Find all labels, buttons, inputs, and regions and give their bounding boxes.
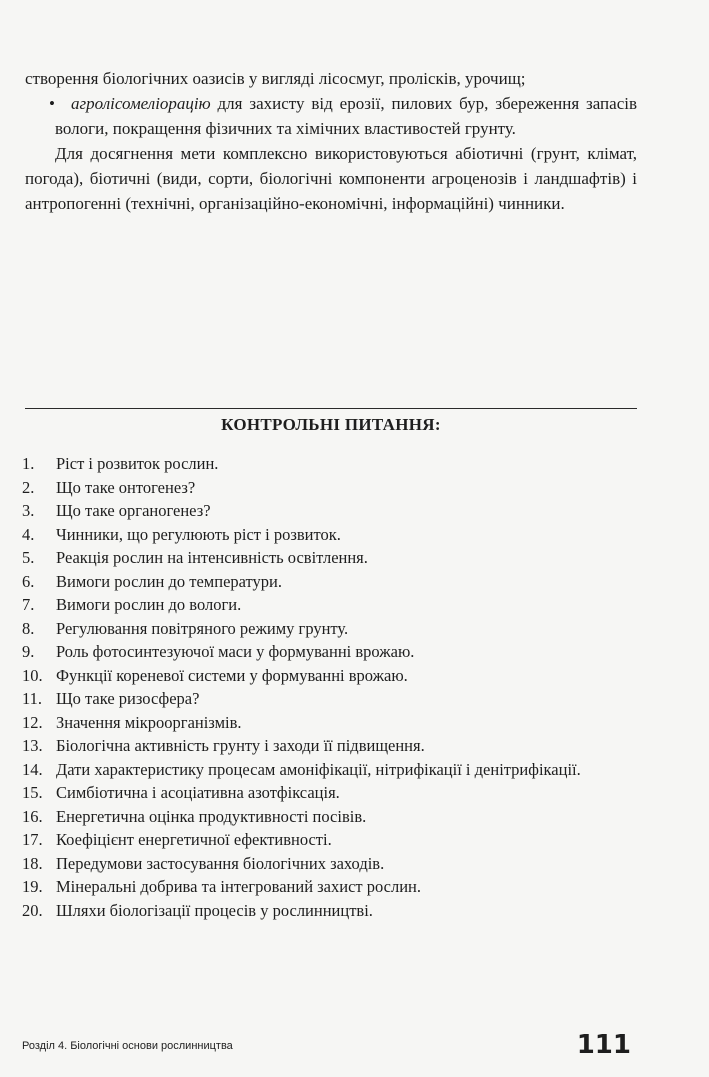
- question-number: 19.: [22, 877, 43, 896]
- question-item: [22, 499, 622, 523]
- question-text: Дати характеристику процесам амоніфікації, нітрифікації і денітрифікації.: [56, 759, 581, 779]
- question-number: 5.: [22, 548, 35, 567]
- question-text: Енергетична оцінка продуктивності посівів.: [56, 806, 367, 826]
- question-item: [22, 617, 622, 641]
- question-number: 9.: [22, 642, 35, 661]
- question-number: 4.: [22, 524, 35, 544]
- question-item: [22, 664, 622, 688]
- question-item: [22, 593, 622, 617]
- question-number: 13.: [22, 736, 43, 755]
- question-number: 11.: [22, 689, 43, 708]
- question-text: Що таке органогенез?: [56, 501, 211, 520]
- question-item: [22, 758, 622, 782]
- question-item: [22, 452, 622, 476]
- question-item: [22, 781, 622, 805]
- question-item: [22, 570, 622, 594]
- question-item: [22, 899, 622, 923]
- question-number: 8.: [22, 618, 35, 638]
- question-number: 12.: [22, 712, 43, 732]
- question-number: 20.: [22, 900, 43, 920]
- page-number: 111: [576, 1030, 631, 1060]
- question-text: Значення мікроорганізмів.: [56, 712, 242, 732]
- question-number: 1.: [22, 454, 35, 473]
- question-number: 2.: [22, 477, 35, 497]
- question-item: [22, 476, 622, 500]
- question-text: Вимоги рослин до температури.: [56, 571, 282, 591]
- question-text: Вимоги рослин до вологи.: [56, 595, 242, 614]
- question-item: [22, 734, 622, 758]
- question-item: [22, 852, 622, 876]
- bullet-agroforestry: [25, 91, 637, 141]
- question-number: 15.: [22, 783, 43, 802]
- body-text: [25, 66, 637, 216]
- question-number: 10.: [22, 665, 43, 685]
- agroforestry-description: для захисту від ерозії, пилових бур, збереження запасів вологи, покращення фізичних та хімічних властивостей грунту.: [55, 94, 637, 138]
- question-text: Мінеральні добрива та інтегрований захист рослин.: [56, 877, 421, 896]
- questions-list: [22, 452, 622, 922]
- bullet-icon: •: [49, 94, 55, 113]
- question-text: Передумови застосування біологічних заходів.: [56, 853, 385, 873]
- question-item: [22, 805, 622, 829]
- question-text: Біологічна активність грунту і заходи її підвищення.: [56, 736, 425, 755]
- question-text: Ріст і розвиток рослин.: [56, 454, 219, 473]
- section-title: КОНТРОЛЬНІ ПИТАННЯ:: [221, 415, 441, 434]
- paragraph-factors: Для досягнення мети комплексно використовуються абіотичні (грунт, клімат, погода), біотичні (види, сорти, біологічні компоненти агроценозів і ландшафтів) і антропогенні (технічні, організаційно-економічні, інформаційні) чинники.: [25, 144, 637, 213]
- footer-section-title: Розділ 4. Біологічні основи рослинництва: [22, 1040, 233, 1052]
- question-text: Шляхи біологізації процесів у рослинництві.: [56, 900, 373, 920]
- question-text: Що таке ризосфера?: [56, 689, 200, 708]
- question-item: [22, 546, 622, 570]
- question-number: 7.: [22, 595, 35, 614]
- question-number: 3.: [22, 501, 35, 520]
- question-item: [22, 875, 622, 899]
- question-number: 18.: [22, 853, 43, 873]
- question-text: Чинники, що регулюють ріст і розвиток.: [56, 524, 341, 544]
- question-number: 6.: [22, 571, 35, 591]
- paragraph-oases: створення біологічних оазисів у вигляді лісосмуг, пролісків, урочищ;: [25, 69, 526, 88]
- question-item: [22, 687, 622, 711]
- term-agroforestry: агролісомеліорацію: [71, 94, 211, 113]
- question-text: Реакція рослин на інтенсивність освітлення.: [56, 548, 368, 567]
- question-item: [22, 523, 622, 547]
- question-text: Що таке онтогенез?: [56, 477, 196, 497]
- question-text: Роль фотосинтезуючої маси у формуванні врожаю.: [56, 642, 415, 661]
- question-text: Регулювання повітряного режиму грунту.: [56, 618, 349, 638]
- question-number: 16.: [22, 806, 43, 826]
- question-item: [22, 640, 622, 664]
- question-text: Функції кореневої системи у формуванні врожаю.: [56, 665, 408, 685]
- question-text: Симбіотична і асоціативна азотфіксація.: [56, 783, 340, 802]
- question-number: 17.: [22, 830, 43, 849]
- question-number: 14.: [22, 759, 43, 779]
- question-item: [22, 828, 622, 852]
- question-text: Коефіцієнт енергетичної ефективності.: [56, 830, 332, 849]
- section-divider: [25, 408, 637, 409]
- question-item: [22, 711, 622, 735]
